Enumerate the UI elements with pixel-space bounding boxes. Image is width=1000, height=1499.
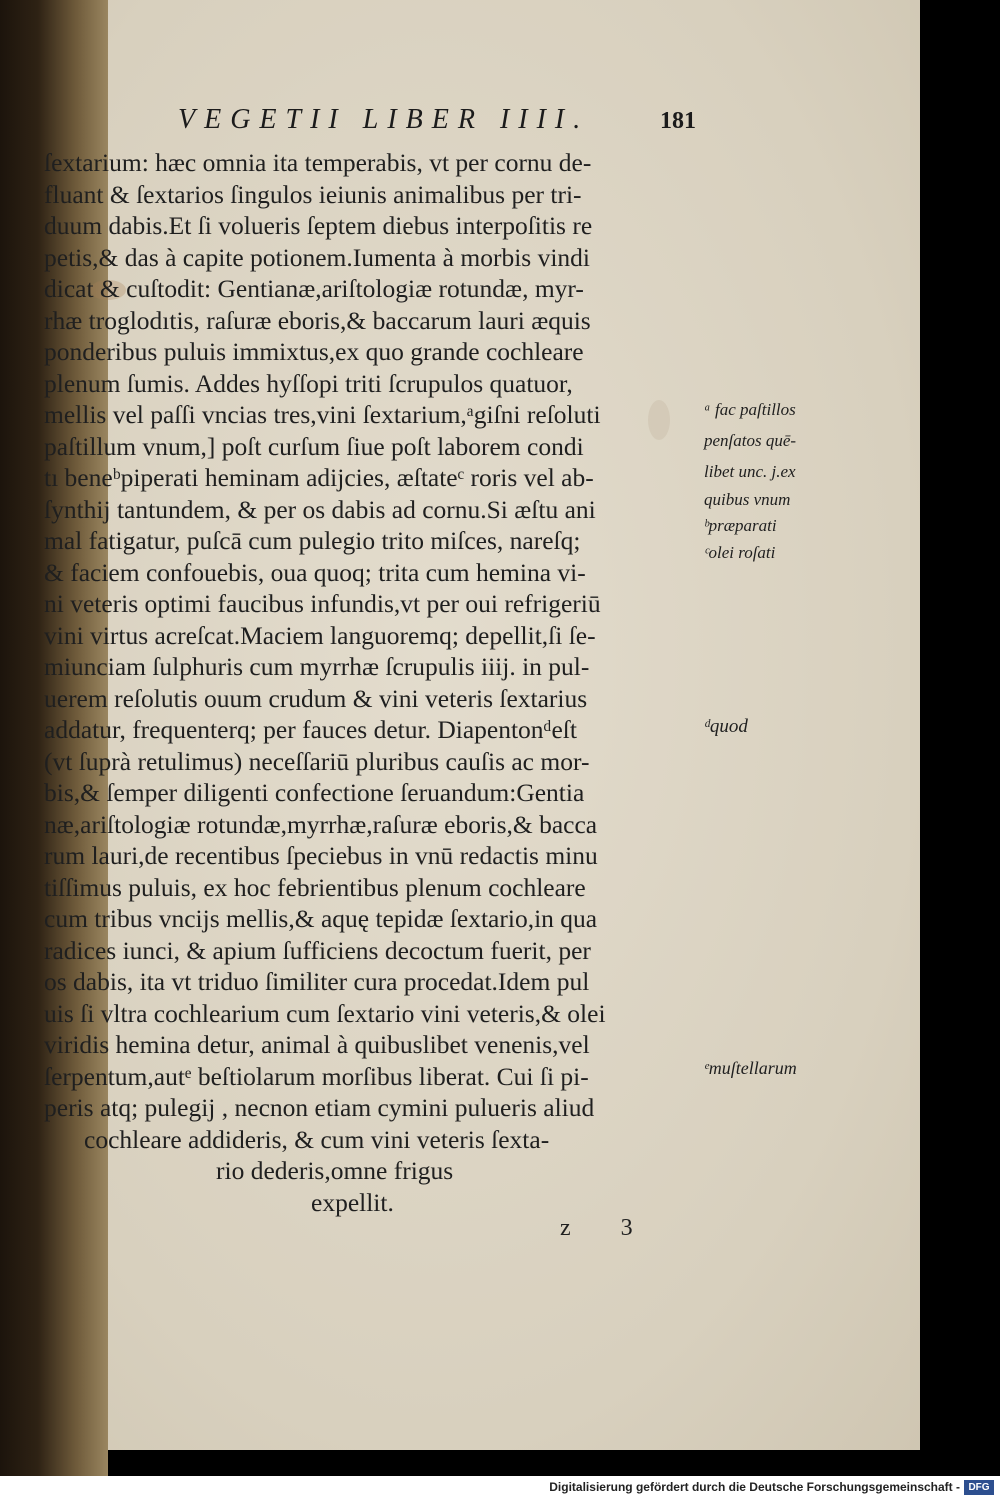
text-line: mal fatigatur, puſcā cum pulegio trito miſces, nareſq; xyxy=(44,526,581,555)
text-line: bis,& ſemper diligenti confectione ſeruandum:Gentia xyxy=(44,778,585,807)
catchword: z 3 xyxy=(560,1215,655,1241)
text-line: miunciam ſulphuris cum myrrhæ ſcrupulis iiij. in pul- xyxy=(44,652,590,681)
body-text xyxy=(44,147,694,1218)
funding-credit: Digitalisierung gefördert durch die Deutsche Forschungsgemeinschaft - xyxy=(549,1480,960,1494)
margin-note-a-line: quibus vnum xyxy=(704,490,791,509)
margin-note-a-line: libet unc. j.ex xyxy=(704,462,796,481)
text-line: radices iunci, & apium ſufficiens decoctum fuerit, per xyxy=(44,935,591,965)
page-edge xyxy=(920,0,1000,1476)
text-line: plenum ſumis. Addes hyſſopi triti ſcrupulos quatuor, xyxy=(44,368,573,398)
dfg-logo: DFG xyxy=(964,1480,994,1495)
text-line: (vt ſuprà retulimus) neceſſariū pluribus cauſis ac mor- xyxy=(44,746,590,776)
text-line: cum tribus vncijs mellis,& aquę tepidæ ſextario,in qua xyxy=(44,904,598,933)
text-line: uis ſi vltra cochlearium cum ſextario vini veteris,& olei xyxy=(44,998,606,1028)
text-line: & faciem confouebis, oua quoq; trita cum hemina vi- xyxy=(44,557,586,587)
text-line: mellis vel paſſi vncias tres,vini ſextarium,ᵃgiſni reſoluti xyxy=(44,400,601,429)
margin-note-d: ᵈquod xyxy=(704,716,748,737)
text-line: duum dabis.Et ſi volueris ſeptem diebus interpoſitis re xyxy=(44,211,593,240)
margin-note-b: ᵇpræparati xyxy=(704,516,777,535)
text-line: ponderibus puluis immixtus,ex quo grande cochleare xyxy=(44,337,584,366)
text-line: os dabis, ita vt triduo ſimiliter cura procedat.Idem pul xyxy=(44,967,590,996)
text-line: tiſſimus puluis, ex hoc febrientibus plenum cochleare xyxy=(44,872,586,902)
margin-note-a-line: ᵃ fac paſtillos xyxy=(704,400,796,419)
text-line: ſextarium: hæc omnia ita temperabis, vt per cornu de- xyxy=(44,148,592,177)
text-line: petis,& das à capite potionem.Iumenta à morbis vindi xyxy=(44,242,590,272)
text-line: peris atq; pulegij , necnon etiam cymini pulueris aliud xyxy=(44,1093,595,1122)
text-line: addatur, frequenterq; per fauces detur. Diapentonᵈeſt xyxy=(44,715,577,744)
text-line: rhæ troglodıtis, raſuræ eboris,& baccarum lauri æquis xyxy=(44,305,591,335)
closing-line: rio dederis,omne frigus xyxy=(216,1156,454,1185)
text-line: tı beneᵇpiperati heminam adijcies, æſtateᶜ roris vel ab- xyxy=(44,463,594,492)
text-line: næ,ariſtologiæ rotundæ,myrrhæ,raſuræ eboris,& bacca xyxy=(44,809,598,839)
text-line: paſtillum vnum,] poſt curſum ſiue poſt laborem condi xyxy=(44,431,584,461)
text-line: ſynthij tantundem, & per os dabis ad cornu.Si æſtu ani xyxy=(44,494,596,524)
margin-note-a-line: penſatos quē- xyxy=(704,431,797,450)
closing-line: cochleare addideris, & cum vini veteris ſexta- xyxy=(84,1124,550,1154)
text-line: viridis hemina detur, animal à quibuslibet venenis,vel xyxy=(44,1030,590,1059)
margin-note-c: ᶜolei roſati xyxy=(704,543,776,562)
text-line: uerem reſolutis ouum crudum & vini veteris ſextarius xyxy=(44,683,588,713)
text-line: fluant & ſextarios ſingulos ieiunis animalibus per tri- xyxy=(44,179,582,209)
text-line: vini virtus acreſcat.Maciem languoremq; depellit,ſi ſe- xyxy=(44,620,596,650)
text-line: dicat & cuſtodit: Gentianæ,ariſtologiæ rotundæ, myr- xyxy=(44,274,584,303)
running-title: VEGETII LIBER IIII. xyxy=(178,104,590,135)
footer-bar xyxy=(0,1476,1000,1499)
page-number: 181 xyxy=(660,108,696,134)
margin-note-e: ᵉmuſtellarum xyxy=(704,1058,797,1078)
text-line: ni veteris optimi faucibus infundis,vt per oui refrigeriū xyxy=(44,589,601,618)
text-line: ſerpentum,autᵉ beſtiolarum morſibus liberat. Cui ſi pi- xyxy=(44,1061,589,1091)
text-line: rum lauri,de recentibus ſpeciebus in vnū redactis minu xyxy=(44,841,598,870)
closing-line: expellit. xyxy=(311,1187,394,1217)
